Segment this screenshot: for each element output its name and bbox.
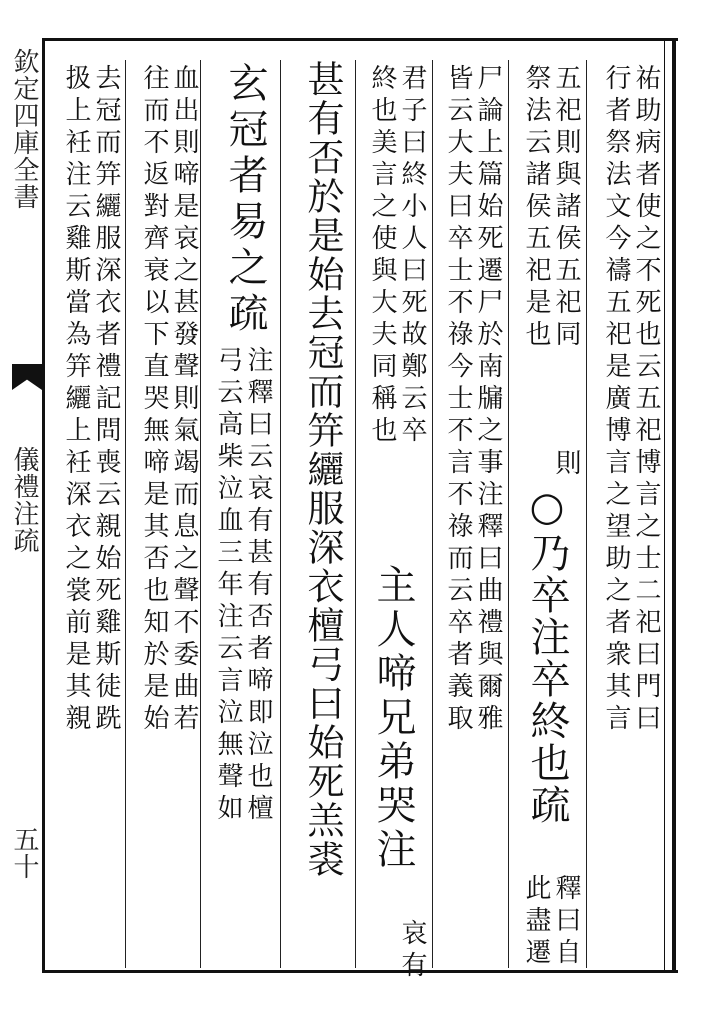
book-title: 欽定四庫全書 bbox=[9, 48, 39, 210]
commentary-line: 尸論上篇始死遷尸於南牖之事注釋曰曲禮與爾雅 bbox=[473, 64, 503, 736]
commentary-line: 皆云大夫曰卒士不祿今士不言不祿而云卒者義取 bbox=[443, 64, 473, 736]
text-column-6 bbox=[212, 64, 276, 964]
commentary-line: 扱上衽注云雞斯當為笄纚上衽深衣之裳前是其親 bbox=[61, 64, 91, 736]
commentary-line: 血出則啼是哀之甚發聲則氣竭而息之聲不委曲若 bbox=[169, 64, 199, 736]
commentary-line: 哀有 bbox=[397, 919, 427, 983]
section-title: 儀禮注疏 bbox=[9, 446, 39, 554]
commentary-line: 弓云高柴泣血三年注云言泣無聲如 bbox=[213, 346, 243, 826]
column-divider bbox=[280, 60, 281, 968]
fish-tail-mark bbox=[12, 364, 42, 390]
frame-top-rule bbox=[42, 38, 678, 41]
commentary-line: 終也美言之使與大夫同稱也 bbox=[367, 64, 397, 448]
column-divider bbox=[125, 60, 126, 968]
column-divider bbox=[586, 60, 587, 968]
text-column-1 bbox=[600, 64, 664, 964]
commentary-line: 釋曰自 bbox=[551, 874, 581, 970]
commentary-line: 此盡遷 bbox=[521, 874, 551, 970]
commentary-line: 行者祭法文今禱五祀是廣博言之望助之者衆其言 bbox=[601, 64, 631, 736]
column-divider bbox=[355, 60, 356, 968]
commentary-line: 去冠而笄纚服深衣者禮記問喪云親始死雞斯徒跣 bbox=[91, 64, 121, 736]
main-text-line: 玄冠者易之疏 bbox=[222, 62, 268, 338]
page-number: 五十 bbox=[9, 826, 39, 880]
text-column-8 bbox=[60, 64, 124, 964]
text-column-4 bbox=[366, 64, 430, 983]
commentary-line: 祐助病者使之不死也云五祀博言之士二祀曰門曰 bbox=[631, 64, 661, 736]
text-column-5 bbox=[290, 60, 354, 964]
text-column-3 bbox=[442, 64, 506, 964]
column-divider bbox=[508, 60, 509, 968]
commentary-line: 注釋曰云哀有甚有否者啼即泣也檀 bbox=[243, 346, 273, 826]
frame-bottom-rule bbox=[42, 970, 678, 973]
commentary-line: 往而不返對齊衰以下直哭無啼是其否也知於是始 bbox=[139, 64, 169, 736]
frame-right-inner-rule bbox=[664, 40, 665, 970]
column-divider bbox=[432, 60, 433, 968]
main-text-line: ○乃卒注卒終也疏 bbox=[524, 484, 570, 826]
commentary-line: 祭法云諸侯五祀是也 bbox=[521, 64, 551, 352]
text-column-2 bbox=[520, 64, 584, 970]
frame-right-rule bbox=[672, 38, 676, 973]
commentary-line: 則 bbox=[551, 449, 581, 481]
commentary-line: 君子曰終小人曰死故鄭云卒 bbox=[397, 64, 427, 448]
margin-strip bbox=[4, 48, 42, 968]
commentary-line: 五祀則與諸侯五祀同 bbox=[551, 64, 581, 352]
text-column-7 bbox=[138, 64, 202, 964]
main-text-line: 甚有否於是始去冠而笄纚服深衣檀弓曰始死羔裘 bbox=[301, 60, 344, 879]
frame-left-rule bbox=[42, 38, 45, 973]
main-text-line: 主人啼兄弟哭注 bbox=[370, 564, 416, 872]
